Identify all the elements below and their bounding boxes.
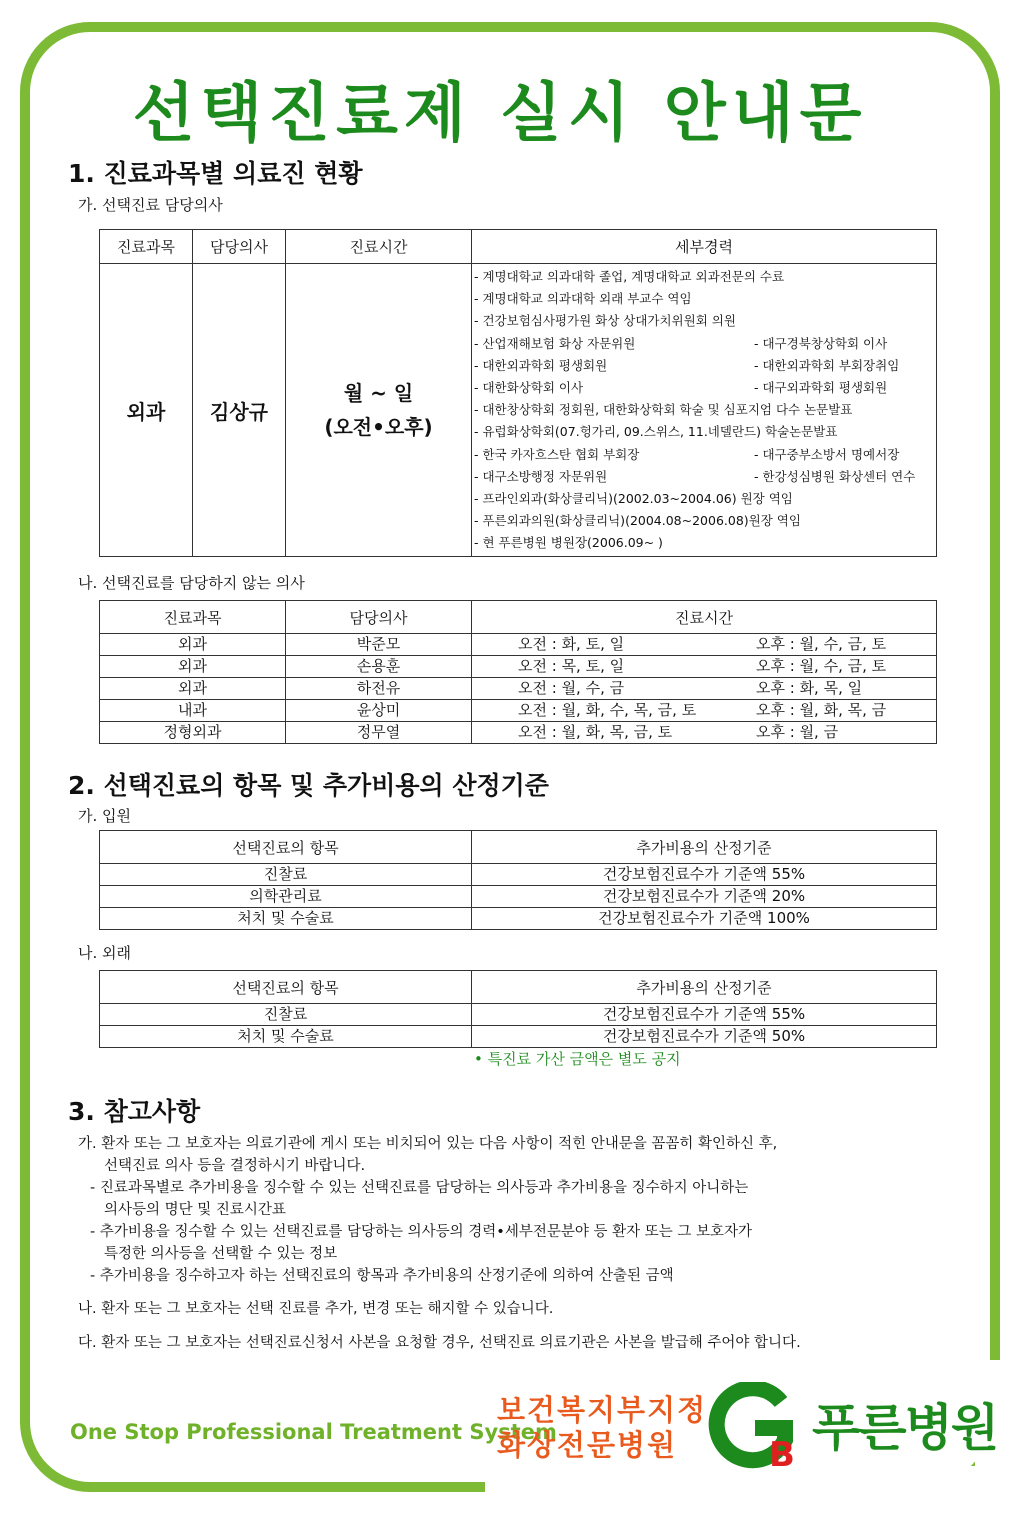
- career-line: [474, 510, 934, 532]
- pm-hours: 오후 : 월, 수, 금, 토: [756, 657, 887, 675]
- career-line: [474, 444, 934, 466]
- dept-cell: 정형외과: [100, 722, 286, 744]
- hours-cell: [472, 700, 937, 722]
- table-row: [100, 886, 937, 908]
- doctor-cell: 김상규: [193, 264, 286, 557]
- table-header: 진료과목: [100, 601, 286, 634]
- criteria-cell: 건강보험진료수가 기준액 55%: [472, 864, 937, 886]
- designated-line2: 화상전문병원: [497, 1428, 678, 1462]
- career-list: [474, 266, 934, 554]
- career-line: [474, 377, 934, 399]
- hours-line2: (오전•오후): [324, 415, 433, 440]
- selective-doctor-table: [99, 229, 937, 557]
- table-header: 선택진료의 항목: [100, 971, 472, 1004]
- table-header: 진료시간: [286, 230, 472, 264]
- career-item: - 프라인외과(화상클리닉)(2002.03~2004.06) 원장 역임: [474, 490, 793, 506]
- career-line: [474, 355, 934, 377]
- table-header: 진료시간: [472, 601, 937, 634]
- career-item: - 현 푸른병원 병원장(2006.09~ ): [474, 535, 663, 551]
- am-hours: 오전 : 월, 화, 수, 목, 금, 토: [518, 701, 697, 719]
- pm-hours: 오후 : 월, 수, 금, 토: [756, 635, 887, 653]
- career-item: - 한국 카자흐스탄 협회 부회장: [474, 446, 640, 462]
- table-row: [100, 864, 937, 886]
- dept-cell: 외과: [100, 634, 286, 656]
- am-hours: 오전 : 월, 수, 금: [518, 679, 625, 697]
- hours-cell: [472, 656, 937, 678]
- section1-sub-a: 가. 선택진료 담당의사: [78, 196, 223, 214]
- section2-heading: 2. 선택진료의 항목 및 추가비용의 산정기준: [68, 771, 549, 800]
- note-bullet2-line2: 특정한 의사등을 선택할 수 있는 정보: [104, 1246, 338, 1262]
- career-cell: [472, 264, 937, 557]
- table-header: 선택진료의 항목: [100, 831, 472, 864]
- career-item: - 대한창상학회 정회원, 대한화상학회 학술 및 심포지엄 다수 논문발표: [474, 402, 853, 418]
- table-row: [100, 722, 937, 744]
- doctor-cell: 박준모: [286, 634, 472, 656]
- doctor-cell: 윤상미: [286, 700, 472, 722]
- hours-cell: [472, 678, 937, 700]
- hours-cell: [472, 634, 937, 656]
- table-header: 담당의사: [286, 601, 472, 634]
- dept-cell: 외과: [100, 678, 286, 700]
- pm-hours: 오후 : 월, 금: [756, 723, 839, 741]
- criteria-cell: 건강보험진료수가 기준액 100%: [472, 908, 937, 930]
- career-item: - 한강성심병원 화상센터 연수: [754, 468, 916, 484]
- career-item: - 대한화상학회 이사: [474, 379, 584, 395]
- note-a-line1: 가. 환자 또는 그 보호자는 의료기관에 게시 또는 비치되어 있는 다음 사항이 적힌 안내문을 꼼꼼히 확인하신 후,: [78, 1136, 778, 1152]
- table-row: [100, 656, 937, 678]
- am-hours: 오전 : 목, 토, 일: [518, 657, 625, 675]
- table-header: 추가비용의 산정기준: [472, 971, 937, 1004]
- career-item: - 계명대학교 의과대학 외래 부교수 역임: [474, 291, 692, 307]
- career-item: - 유럽화상학회(07.헝가리, 09.스위스, 11.네델란드) 학술논문발표: [474, 424, 838, 440]
- career-item: - 대구외과학회 평생회원: [754, 379, 888, 395]
- career-line: [474, 333, 934, 355]
- pm-hours: 오후 : 화, 목, 일: [756, 679, 863, 697]
- hours-cell: [472, 722, 937, 744]
- career-line: [474, 310, 934, 332]
- criteria-cell: 건강보험진료수가 기준액 55%: [472, 1004, 937, 1026]
- inpatient-cost-table: [99, 830, 937, 930]
- note-bullet1-line2: 의사등의 명단 및 진료시간표: [104, 1202, 286, 1218]
- section2-sub-b: 나. 외래: [78, 944, 132, 962]
- career-item: - 산업재해보험 화상 자문위원: [474, 335, 636, 351]
- section3-heading: 3. 참고사항: [68, 1097, 201, 1126]
- doctor-cell: 손용훈: [286, 656, 472, 678]
- career-item: - 대구경북창상학회 이사: [754, 335, 888, 351]
- dept-cell: 외과: [100, 264, 193, 557]
- page-title: 선택진료제 실시 안내문: [132, 77, 868, 151]
- doctor-cell: 정무열: [286, 722, 472, 744]
- outpatient-cost-table: [99, 970, 937, 1048]
- criteria-cell: 건강보험진료수가 기준액 20%: [472, 886, 937, 908]
- career-line: [474, 266, 934, 288]
- table-header: 추가비용의 산정기준: [472, 831, 937, 864]
- designated-line1: 보건복지부지정: [497, 1393, 708, 1427]
- table-row: [100, 1004, 937, 1026]
- career-line: [474, 421, 934, 443]
- footer-slogan: One Stop Professional Treatment System: [70, 1420, 557, 1444]
- career-line: [474, 466, 934, 488]
- section1-sub-b: 나. 선택진료를 담당하지 않는 의사: [78, 574, 305, 592]
- note-b: 나. 환자 또는 그 보호자는 선택 진료를 추가, 변경 또는 해지할 수 있습니다.: [78, 1301, 554, 1317]
- hours-cell: [286, 264, 472, 557]
- pm-hours: 오후 : 월, 화, 목, 금: [756, 701, 887, 719]
- dept-cell: 내과: [100, 700, 286, 722]
- item-cell: 진찰료: [100, 864, 472, 886]
- dept-cell: 외과: [100, 656, 286, 678]
- career-item: - 대구소방행정 자문위원: [474, 468, 608, 484]
- table-header: 세부경력: [472, 230, 937, 264]
- doctor-cell: 하전유: [286, 678, 472, 700]
- item-cell: 진찰료: [100, 1004, 472, 1026]
- designated-hospital-label: [497, 1393, 707, 1463]
- career-line: [474, 288, 934, 310]
- note-bullet3: - 추가비용을 징수하고자 하는 선택진료의 항목과 추가비용의 산정기준에 의하여 산출된 금액: [90, 1268, 674, 1284]
- note-bullet2-line1: - 추가비용을 징수할 수 있는 선택진료를 담당하는 의사등의 경력•세부전문분야 등 환자 또는 그 보호자가: [90, 1224, 752, 1240]
- career-item: - 대한외과학회 평생회원: [474, 357, 608, 373]
- note-a-line2: 선택진료 의사 등을 결정하시기 바랍니다.: [104, 1158, 366, 1174]
- table-row: [100, 634, 937, 656]
- criteria-cell: 건강보험진료수가 기준액 50%: [472, 1026, 937, 1048]
- table-header: 진료과목: [100, 230, 193, 264]
- table-row: [100, 908, 937, 930]
- career-line: [474, 488, 934, 510]
- career-item: - 대구중부소방서 명예서장: [754, 446, 900, 462]
- table-row: [100, 1026, 937, 1048]
- career-item: - 건강보험심사평가원 화상 상대가치위원회 의원: [474, 313, 736, 329]
- career-item: - 푸른외과의원(화상클리닉)(2004.08~2006.08)원장 역임: [474, 513, 801, 529]
- am-hours: 오전 : 월, 화, 목, 금, 토: [518, 723, 673, 741]
- item-cell: 처치 및 수술료: [100, 908, 472, 930]
- svg-text:B: B: [769, 1435, 795, 1470]
- hospital-logo-text: 푸른병원: [812, 1399, 998, 1457]
- career-item: - 계명대학교 의과대학 졸업, 계명대학교 외과전문의 수료: [474, 269, 785, 284]
- surcharge-note: • 특진료 가산 금액은 별도 공지: [474, 1050, 681, 1068]
- non-selective-doctor-table: [99, 600, 937, 744]
- section1-heading: 1. 진료과목별 의료진 현황: [68, 159, 363, 188]
- table-header: 담당의사: [193, 230, 286, 264]
- item-cell: 의학관리료: [100, 886, 472, 908]
- am-hours: 오전 : 화, 토, 일: [518, 635, 625, 653]
- section2-sub-a: 가. 입원: [78, 807, 132, 825]
- table-row: [100, 678, 937, 700]
- career-item: - 대한외과학회 부회장취임: [754, 357, 900, 373]
- hours-line1: 월 ~ 일: [343, 381, 414, 406]
- note-c: 다. 환자 또는 그 보호자는 선택진료신청서 사본을 요청할 경우, 선택진료 의료기관은 사본을 발급해 주어야 합니다.: [78, 1335, 801, 1351]
- item-cell: 처치 및 수술료: [100, 1026, 472, 1048]
- career-line: [474, 399, 934, 421]
- table-row: [100, 700, 937, 722]
- note-bullet1-line1: - 진료과목별로 추가비용을 징수할 수 있는 선택진료를 담당하는 의사등과 추가비용을 징수하지 아니하는: [90, 1180, 749, 1196]
- career-line: [474, 532, 934, 554]
